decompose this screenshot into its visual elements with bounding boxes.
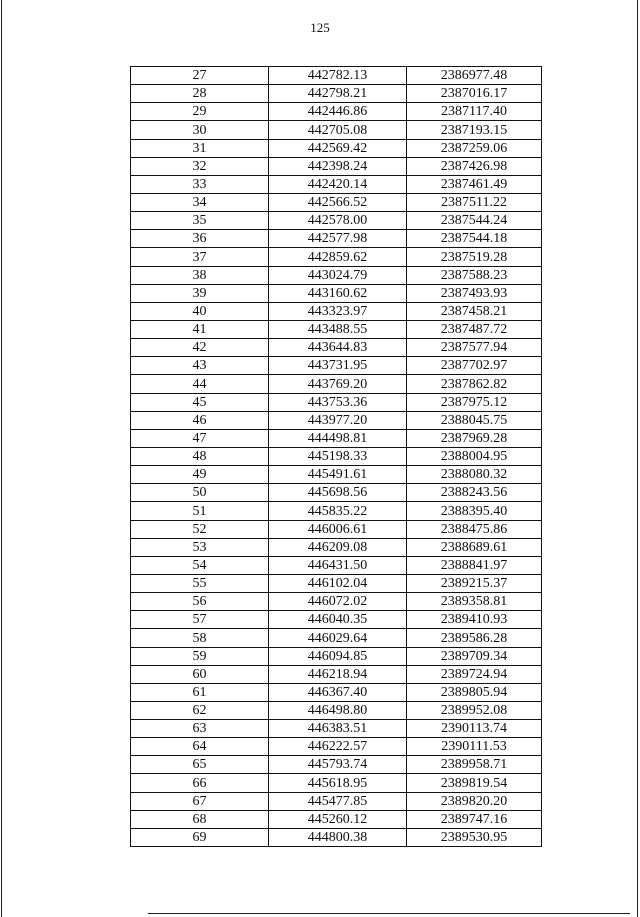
table-row [131, 85, 542, 103]
y-coordinate-cell: 2387493.93 [407, 284, 542, 302]
point-number-cell: 69 [131, 828, 269, 846]
y-coordinate-cell: 2387511.22 [407, 193, 542, 211]
point-number-cell: 49 [131, 466, 269, 484]
x-coordinate-cell: 445491.61 [269, 466, 407, 484]
y-coordinate-cell: 2387862.82 [407, 375, 542, 393]
y-coordinate-cell: 2389819.54 [407, 774, 542, 792]
y-coordinate-cell: 2388004.95 [407, 447, 542, 465]
y-coordinate-cell: 2387426.98 [407, 157, 542, 175]
y-coordinate-cell: 2387458.21 [407, 302, 542, 320]
point-number-cell: 46 [131, 411, 269, 429]
point-number-cell: 63 [131, 720, 269, 738]
table-row [131, 466, 542, 484]
y-coordinate-cell: 2389709.34 [407, 647, 542, 665]
y-coordinate-cell: 2388243.56 [407, 484, 542, 502]
table-row [131, 139, 542, 157]
table-row [131, 157, 542, 175]
table-row [131, 502, 542, 520]
point-number-cell: 37 [131, 248, 269, 266]
x-coordinate-cell: 446040.35 [269, 611, 407, 629]
y-coordinate-cell: 2387969.28 [407, 429, 542, 447]
page-number: 125 [310, 20, 330, 35]
x-coordinate-cell: 442446.86 [269, 103, 407, 121]
y-coordinate-cell: 2388045.75 [407, 411, 542, 429]
table-row [131, 375, 542, 393]
y-coordinate-cell: 2388395.40 [407, 502, 542, 520]
table-row [131, 411, 542, 429]
x-coordinate-cell: 442566.52 [269, 193, 407, 211]
x-coordinate-cell: 443644.83 [269, 339, 407, 357]
y-coordinate-cell: 2387016.17 [407, 85, 542, 103]
x-coordinate-cell: 446498.80 [269, 701, 407, 719]
x-coordinate-cell: 443488.55 [269, 320, 407, 338]
table-row [131, 248, 542, 266]
y-coordinate-cell: 2389958.71 [407, 756, 542, 774]
table-row [131, 810, 542, 828]
page-edge-left [1, 0, 2, 917]
point-number-cell: 58 [131, 629, 269, 647]
page-edge-right [637, 0, 638, 917]
point-number-cell: 40 [131, 302, 269, 320]
y-coordinate-cell: 2387117.40 [407, 103, 542, 121]
table-row [131, 320, 542, 338]
y-coordinate-cell: 2389747.16 [407, 810, 542, 828]
point-number-cell: 52 [131, 520, 269, 538]
point-number-cell: 56 [131, 593, 269, 611]
point-number-cell: 48 [131, 447, 269, 465]
y-coordinate-cell: 2390113.74 [407, 720, 542, 738]
x-coordinate-cell: 444800.38 [269, 828, 407, 846]
point-number-cell: 34 [131, 193, 269, 211]
x-coordinate-cell: 443769.20 [269, 375, 407, 393]
point-number-cell: 59 [131, 647, 269, 665]
y-coordinate-cell: 2387461.49 [407, 175, 542, 193]
point-number-cell: 50 [131, 484, 269, 502]
point-number-cell: 30 [131, 121, 269, 139]
table-row [131, 103, 542, 121]
y-coordinate-cell: 2388475.86 [407, 520, 542, 538]
table-row [131, 792, 542, 810]
y-coordinate-cell: 2389410.93 [407, 611, 542, 629]
point-number-cell: 65 [131, 756, 269, 774]
point-number-cell: 57 [131, 611, 269, 629]
table-row [131, 230, 542, 248]
point-number-cell: 54 [131, 556, 269, 574]
x-coordinate-cell: 446029.64 [269, 629, 407, 647]
y-coordinate-cell: 2387544.18 [407, 230, 542, 248]
table-row [131, 593, 542, 611]
point-number-cell: 43 [131, 357, 269, 375]
x-coordinate-cell: 446006.61 [269, 520, 407, 538]
point-number-cell: 33 [131, 175, 269, 193]
y-coordinate-cell: 2387259.06 [407, 139, 542, 157]
table-row [131, 121, 542, 139]
x-coordinate-cell: 445618.95 [269, 774, 407, 792]
point-number-cell: 61 [131, 683, 269, 701]
y-coordinate-cell: 2389820.20 [407, 792, 542, 810]
x-coordinate-cell: 443024.79 [269, 266, 407, 284]
x-coordinate-cell: 442782.13 [269, 67, 407, 85]
y-coordinate-cell: 2387519.28 [407, 248, 542, 266]
y-coordinate-cell: 2388841.97 [407, 556, 542, 574]
y-coordinate-cell: 2386977.48 [407, 67, 542, 85]
x-coordinate-cell: 443977.20 [269, 411, 407, 429]
x-coordinate-cell: 443160.62 [269, 284, 407, 302]
point-number-cell: 68 [131, 810, 269, 828]
x-coordinate-cell: 442705.08 [269, 121, 407, 139]
y-coordinate-cell: 2389215.37 [407, 574, 542, 592]
point-number-cell: 28 [131, 85, 269, 103]
x-coordinate-cell: 444498.81 [269, 429, 407, 447]
table-row [131, 774, 542, 792]
x-coordinate-cell: 442577.98 [269, 230, 407, 248]
x-coordinate-cell: 445260.12 [269, 810, 407, 828]
point-number-cell: 32 [131, 157, 269, 175]
table-row [131, 665, 542, 683]
table-row [131, 484, 542, 502]
table-row [131, 720, 542, 738]
point-number-cell: 39 [131, 284, 269, 302]
table-row [131, 556, 542, 574]
x-coordinate-cell: 445198.33 [269, 447, 407, 465]
table-row [131, 302, 542, 320]
y-coordinate-cell: 2387588.23 [407, 266, 542, 284]
x-coordinate-cell: 442398.24 [269, 157, 407, 175]
point-number-cell: 51 [131, 502, 269, 520]
x-coordinate-cell: 446383.51 [269, 720, 407, 738]
x-coordinate-cell: 446367.40 [269, 683, 407, 701]
table-row [131, 357, 542, 375]
y-coordinate-cell: 2389952.08 [407, 701, 542, 719]
table-row [131, 574, 542, 592]
point-number-cell: 38 [131, 266, 269, 284]
table-row [131, 701, 542, 719]
x-coordinate-cell: 445793.74 [269, 756, 407, 774]
y-coordinate-cell: 2387975.12 [407, 393, 542, 411]
table-row [131, 611, 542, 629]
table-row [131, 538, 542, 556]
table-row [131, 629, 542, 647]
point-number-cell: 27 [131, 67, 269, 85]
table-row [131, 647, 542, 665]
y-coordinate-cell: 2388689.61 [407, 538, 542, 556]
table-row [131, 520, 542, 538]
point-number-cell: 44 [131, 375, 269, 393]
point-number-cell: 31 [131, 139, 269, 157]
x-coordinate-cell: 446102.04 [269, 574, 407, 592]
table-row [131, 212, 542, 230]
y-coordinate-cell: 2389724.94 [407, 665, 542, 683]
y-coordinate-cell: 2387193.15 [407, 121, 542, 139]
x-coordinate-cell: 442859.62 [269, 248, 407, 266]
y-coordinate-cell: 2388080.32 [407, 466, 542, 484]
y-coordinate-cell: 2387487.72 [407, 320, 542, 338]
page-bottom-rule [148, 913, 630, 914]
x-coordinate-cell: 442420.14 [269, 175, 407, 193]
table-row [131, 393, 542, 411]
x-coordinate-cell: 446094.85 [269, 647, 407, 665]
table-row [131, 756, 542, 774]
x-coordinate-cell: 442798.21 [269, 85, 407, 103]
point-number-cell: 41 [131, 320, 269, 338]
table-row [131, 429, 542, 447]
point-number-cell: 29 [131, 103, 269, 121]
table-row [131, 193, 542, 211]
table-row [131, 67, 542, 85]
y-coordinate-cell: 2389586.28 [407, 629, 542, 647]
y-coordinate-cell: 2387702.97 [407, 357, 542, 375]
point-number-cell: 67 [131, 792, 269, 810]
point-number-cell: 42 [131, 339, 269, 357]
table-row [131, 828, 542, 846]
x-coordinate-cell: 445698.56 [269, 484, 407, 502]
x-coordinate-cell: 442569.42 [269, 139, 407, 157]
y-coordinate-cell: 2389358.81 [407, 593, 542, 611]
table-row [131, 339, 542, 357]
point-number-cell: 36 [131, 230, 269, 248]
y-coordinate-cell: 2389530.95 [407, 828, 542, 846]
table-row [131, 447, 542, 465]
table-row [131, 175, 542, 193]
point-number-cell: 62 [131, 701, 269, 719]
point-number-cell: 53 [131, 538, 269, 556]
x-coordinate-cell: 446218.94 [269, 665, 407, 683]
point-number-cell: 66 [131, 774, 269, 792]
coordinates-table [130, 66, 542, 847]
point-number-cell: 45 [131, 393, 269, 411]
table-row [131, 266, 542, 284]
x-coordinate-cell: 445477.85 [269, 792, 407, 810]
point-number-cell: 55 [131, 574, 269, 592]
point-number-cell: 60 [131, 665, 269, 683]
x-coordinate-cell: 443731.95 [269, 357, 407, 375]
x-coordinate-cell: 446222.57 [269, 738, 407, 756]
point-number-cell: 35 [131, 212, 269, 230]
table-row [131, 738, 542, 756]
x-coordinate-cell: 446209.08 [269, 538, 407, 556]
table-row [131, 683, 542, 701]
y-coordinate-cell: 2389805.94 [407, 683, 542, 701]
y-coordinate-cell: 2387577.94 [407, 339, 542, 357]
y-coordinate-cell: 2390111.53 [407, 738, 542, 756]
coordinates-table-body [131, 67, 542, 847]
x-coordinate-cell: 443323.97 [269, 302, 407, 320]
x-coordinate-cell: 443753.36 [269, 393, 407, 411]
x-coordinate-cell: 446431.50 [269, 556, 407, 574]
x-coordinate-cell: 445835.22 [269, 502, 407, 520]
table-row [131, 284, 542, 302]
y-coordinate-cell: 2387544.24 [407, 212, 542, 230]
x-coordinate-cell: 442578.00 [269, 212, 407, 230]
point-number-cell: 64 [131, 738, 269, 756]
point-number-cell: 47 [131, 429, 269, 447]
x-coordinate-cell: 446072.02 [269, 593, 407, 611]
